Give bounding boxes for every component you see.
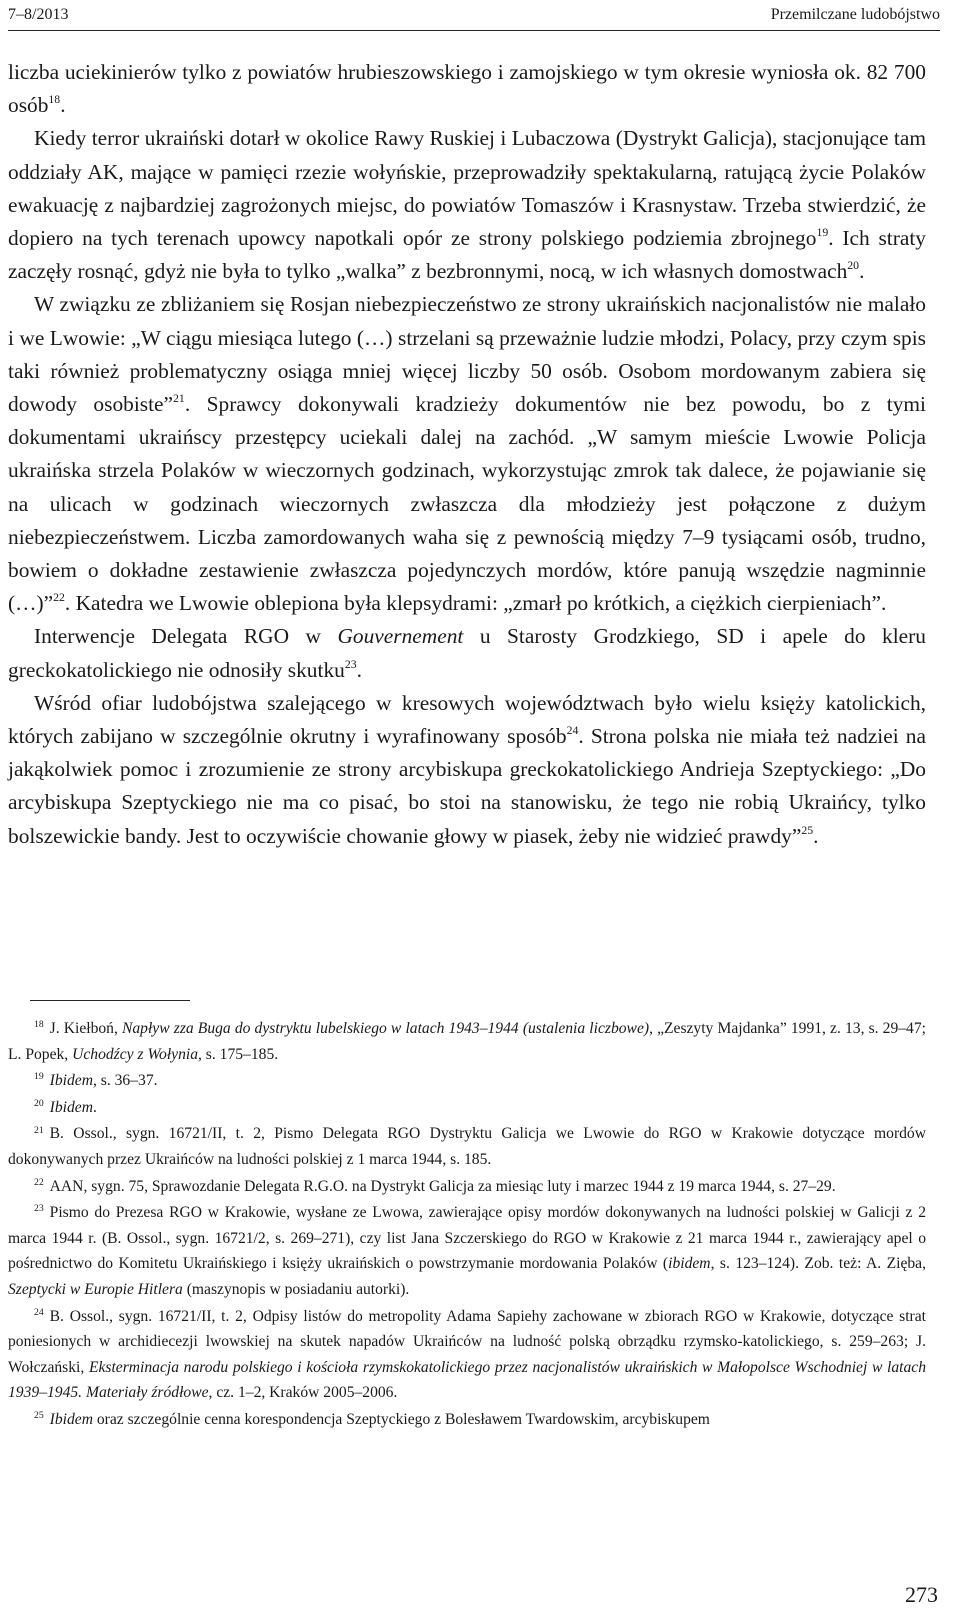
footnote-ref-22[interactable]: 22 [53,591,65,605]
footnote-divider [30,1000,190,1001]
paragraph-1: liczba uciekinierów tylko z powiatów hrubieszowskiego i zamojskiego w tym okresie wyniosła ok. 82 700 osób$^{18}$. [8,60,926,118]
footnote-22: $^{22}$ AAN, sygn. 75, Sprawozdanie Delegata R.G.O. na Dystrykt Galicja za miesiąc luty i marzec 1944 z 19 marca 1944, s. 27–29. [34,1176,836,1195]
issue-label: 7–8/2013 [8,6,69,23]
footnote-ref-18[interactable]: 18 [48,93,61,107]
section-title: Przemilczane ludobójstwo [770,6,940,23]
footnote-ref-23[interactable]: 23 [344,657,357,671]
footnote-ref-20[interactable]: 20 [847,259,860,273]
footnote-21: $^{21}$ B. Ossol., sygn. 16721/II, t. 2, Pismo Delegata RGO Dystryktu Galicja we Lwowie do RGO w Krakowie dotyczące mordów dokonywanych przez Ukraińców na ludności polskiej z 1 marca 1944, s. 185. [8,1124,926,1168]
footnote-24: $^{24}$ B. Ossol., sygn. 16721/II, t. 2, Odpisy listów do metropolity Adama Sapiehy zachowane w zbiorach RGO w Krakowie, dotyczące strat poniesionych w archidiecezji lwowskiej na skutek napadów Ukraińców na ludność polską obrządku rzymsko-katolickiego, s. 259–263; J. Wołczański, Eksterminacja narodu polskiego i kościoła rzymskokatolickiego przez nacjonalistów ukraińskich w Małopolsce Wschodniej w latach 1939–1945. Materiały źródłowe, cz. 1–2, Kraków 2005–2006. [8,1306,927,1402]
page-number: 273 [905,1582,938,1607]
footnotes [8,1016,926,1434]
footnote-19: $^{19}$ Ibidem, s. 36–37. [34,1071,158,1090]
paragraph-5: Wśród ofiar ludobójstwa szalejącego w kresowych województwach było wielu księży katolickich, których zabijano w szczególnie okrutny i wyrafinowany sposób$^{24}$. Strona polska nie miała też nadziei na jakąkolwiek pomoc i zrozumienie ze strony arcybiskupa greckokatolickiego Andrieja Szeptyckiego: „Do arcybiskupa Szeptyckiego nie ma co pisać, bo stoi na stanowisku, że tego nie robią Ukraińcy, tylko bolszewickie bandy. Jest to oczywiście chowanie głowy w piasek, żeby nie widzieć prawdy”$^{25}$. [8,690,926,848]
footnote-ref-24[interactable]: 24 [566,724,579,738]
paragraph-3: W związku ze zbliżaniem się Rosjan niebezpieczeństwo ze strony ukraińskich nacjonalistów nie malało i we Lwowie: „W ciągu miesiąca lutego (…) strzelani są przeważnie ludzie młodzi, Polacy, przy czym spis taki również problematyczny osiąga mniej więcej liczby 50 osób. Osobom mordowanym zabiera się dowody osobiste”$^{21}$. Sprawcy dokonywali kradzieży dokumentów nie bez powodu, bo z tymi dokumentami ukraińscy przestępcy uciekali dalej na zachód. „W samym mieście Lwowie Policja ukraińska strzela Polaków w wieczornych godzinach, wykorzystując zmrok tak dalece, że pojawianie się na ulicach w godzinach wieczornych zwłaszcza dla młodzieży jest połączone z dużym niebezpieczeństwem. Liczba zamordowanych waha się z pewnością między 7–9 tysiącami osób, trudno, bowiem o dokładne zestawienie zwłaszcza pojedynczych mordów, które panują wszędzie nagminnie (…)”$^{22}$. Katedra we Lwowie oblepiona była klepsydrami: „zmarł po krótkich, a ciężkich cierpieniach”. [8,292,927,616]
footnote-25: $^{25}$ Ibidem oraz szczególnie cenna korespondencja Szeptyckiego z Bolesławem Twardowskim, arcybiskupem [34,1410,710,1428]
footnote-ref-25[interactable]: 25 [801,823,814,837]
running-header [8,4,940,31]
paragraph-4: Interwencje Delegata RGO w Gouvernement u Starosty Grodzkiego, SD i apele do kleru greckokatolickiego nie odnosiły skutku$^{23}$. [8,624,926,682]
footnote-ref-19[interactable]: 19 [816,226,829,240]
footnote-ref-21[interactable]: 21 [173,392,185,406]
footnote-18: $^{18}$ J. Kiełboń, Napływ zza Buga do dystryktu lubelskiego w latach 1943–1944 (ustalenia liczbowe), „Zeszyty Majdanka” 1991, z. 13, s. 29–47; L. Popek, Uchodźcy z Wołynia, s. 175–185. [8,1019,926,1063]
footnote-20: $^{20}$ Ibidem. [34,1097,97,1116]
paragraph-2: Kiedy terror ukraiński dotarł w okolice Rawy Ruskiej i Lubaczowa (Dystrykt Galicja), stacjonujące tam oddziały AK, mające w pamięci rzezie wołyńskie, przeprowadziły spektakularną, ratującą życie Polaków ewakuację z najbardziej zagrożonych miejsc, do powiatów Tomaszów i Krasnystaw. Trzeba stwierdzić, że dopiero na tych terenach upowcy napotkali opór ze strony polskiego podziemia zbrojnego$^{19}$. Ich straty zaczęły rosnąć, gdyż nie była to tylko „walka” z bezbronnymi, nocą, w ich własnych domostwach$^{20}$. [8,126,926,284]
footnote-23: $^{23}$ Pismo do Prezesa RGO w Krakowie, wysłane ze Lwowa, zawierające opisy mordów dokonywanych na ludności polskiej w Galicji z 2 marca 1944 r. (B. Ossol., sygn. 16721/2, s. 269–271), czy list Jana Szczerskiego do RGO w Krakowie z 21 marca 1944 r., zawierający apel o pośrednictwo do Komitetu Ukraińskiego i księży ukraińskich o powstrzymanie mordowania Polaków (ibidem, s. 123–124). Zob. też: A. Zięba, Szeptycki w Europie Hitlera (maszynopis w posiadaniu autorki). [8,1203,926,1298]
main-text [8,56,926,853]
